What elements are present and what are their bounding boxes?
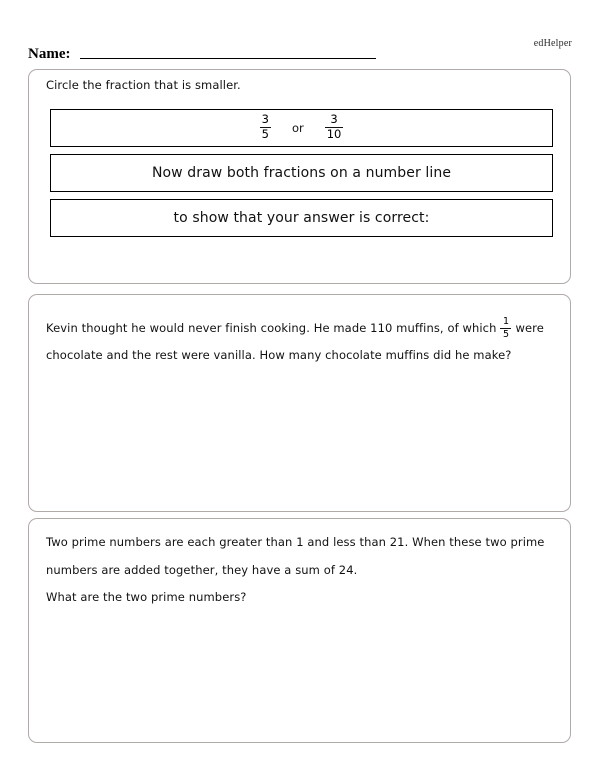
- problem-1-instruction-box-2: [50, 199, 553, 237]
- problem-3-text-line-2: numbers are added together, they have a sum of 24.: [46, 563, 358, 577]
- name-label: Name:: [28, 46, 71, 62]
- name-write-in-line[interactable]: [80, 58, 376, 59]
- problem-2-text-line-2: chocolate and the rest were vanilla. How many chocolate muffins did he make?: [46, 348, 512, 362]
- problem-3-text-line-3: What are the two prime numbers?: [46, 590, 247, 604]
- problem-1-instruction-text-1: Now draw both fractions on a number line: [151, 165, 452, 181]
- problem-1-instruction-box-1: [50, 154, 553, 192]
- fraction-a-numerator: 3: [261, 112, 269, 126]
- problem-2-text-part-2: were: [515, 321, 544, 335]
- problem-box-1: [28, 69, 571, 284]
- fraction-b-numerator: 3: [330, 112, 338, 126]
- problem-3-line-2: [46, 563, 357, 577]
- problem-3-line-1: [46, 535, 544, 549]
- fraction-conjunction: or: [291, 121, 304, 135]
- problem-box-3: [28, 518, 571, 743]
- problem-2-fraction-numerator: 1: [502, 316, 509, 327]
- problem-2-inline-fraction: [500, 317, 511, 339]
- problem-1-fraction-choices[interactable]: [50, 109, 553, 147]
- problem-1-instruction-text-2: to show that your answer is correct:: [173, 210, 430, 226]
- fraction-b-denominator: 10: [326, 126, 342, 141]
- fraction-row: [259, 112, 345, 141]
- problem-1-prompt: Circle the fraction that is smaller.: [46, 78, 241, 92]
- problem-2-fraction-denominator: 5: [502, 328, 509, 340]
- problem-3-line-3: [46, 590, 247, 604]
- fraction-choice-b[interactable]: [325, 114, 344, 140]
- edhelper-logo: edHelper: [533, 38, 572, 49]
- problem-2-line-2: [46, 348, 511, 362]
- fraction-choice-a[interactable]: [260, 114, 271, 140]
- fraction-a-denominator: 5: [261, 126, 269, 141]
- name-field-row: [28, 46, 376, 62]
- problem-2-line-1: [46, 317, 544, 339]
- problem-box-2: [28, 294, 571, 512]
- problem-3-text-line-1: Two prime numbers are each greater than 1 and less than 21. When these two prime: [46, 535, 545, 549]
- problem-2-text-part-1: Kevin thought he would never finish cooking. He made 110 muffins, of which: [46, 321, 497, 335]
